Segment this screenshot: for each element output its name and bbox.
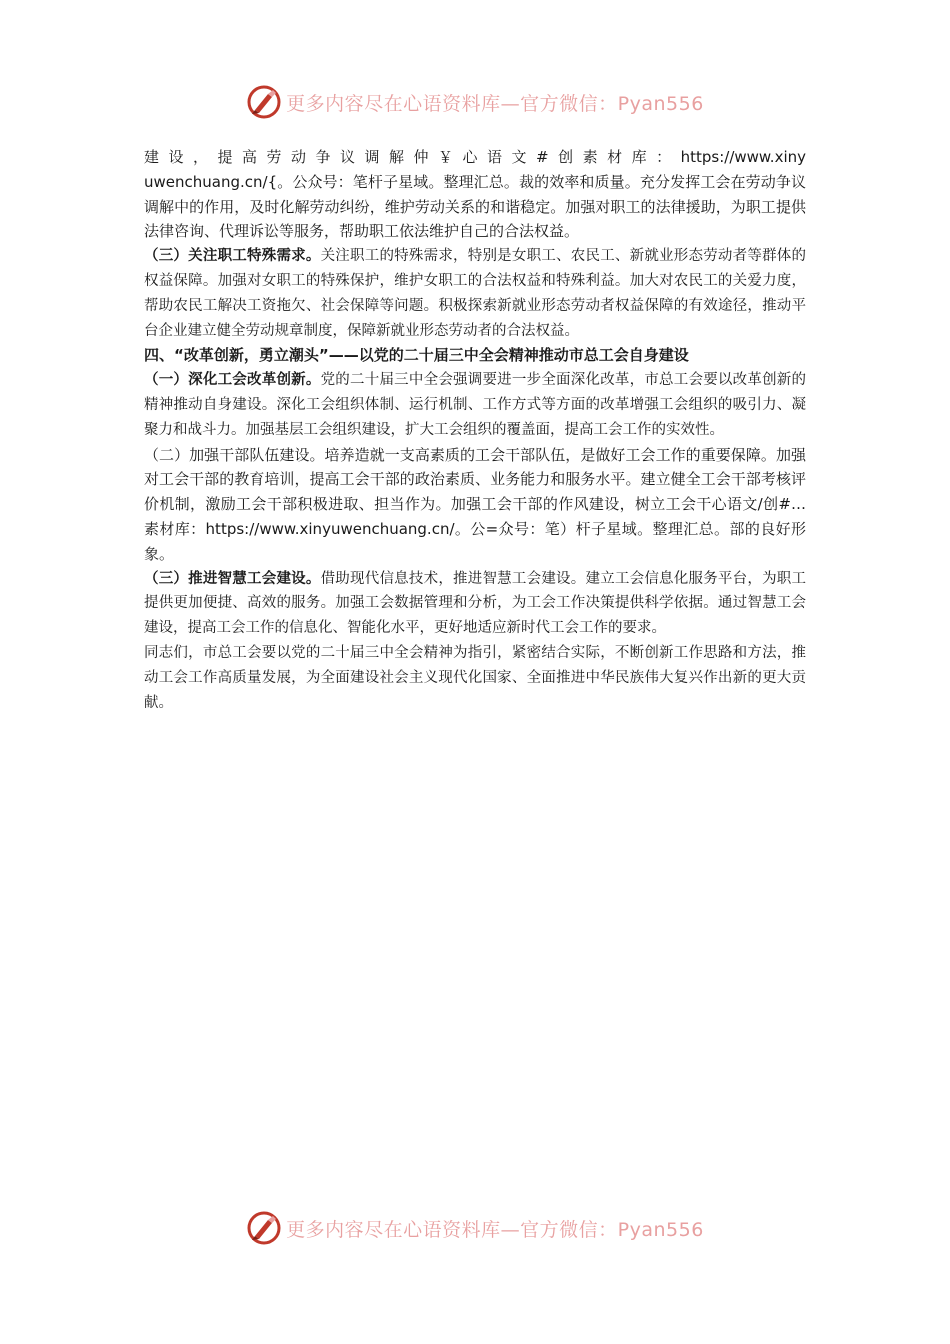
paragraph-5: （三）推进智慧工会建设。借助现代信息技术，推进智慧工会建设。建立工会信息化服务平台，为职工提供更加便捷、高效的服务。加强工会数据管理和分析，为工会工作决策提供科学依据。通过智慧工会建设，提高工会工作的信息化、智能化水平，更好地适应新时代工会工作的要求。 [144, 570, 806, 637]
logo-icon [246, 1210, 282, 1246]
paragraph-1: 建设，提高劳动争议调解仲￥心语文#创素材库：https://www.xinyuwenchuang.cn/{。公众号：笔杆子星域。整理汇总。裁的效率和质量。充分发挥工会在劳动争议调解中的作用，及时化解劳动纠纷，维护劳动关系的和谐稳定。加强对职工的法律援助，为职工提供法律咨询、代理诉讼等服务，帮助职工依法维护自己的合法权益。 [144, 148, 806, 241]
paragraph-4: （二）加强干部队伍建设。培养造就一支高素质的工会干部队伍，是做好工会工作的重要保障。加强对工会干部的教育培训，提高工会干部的政治素质、业务能力和服务水平。建立健全工会干部考核评价机制，激励工会干部积极进取、担当作为。加强工会干部的作风建设，树立工会干心语文/创#…素材库：https://www.xinyuwenchuang.cn/。公=众号：笔）杆子星域。整理汇总。部的良好形象。 [144, 445, 806, 563]
footer-banner-text: 更多内容尽在心语资料库—官方微信：Pyan556 [286, 1218, 704, 1241]
logo-icon [246, 84, 282, 120]
header-banner-text: 更多内容尽在心语资料库—官方微信：Pyan556 [286, 92, 704, 115]
paragraph-2: （三）关注职工特殊需求。关注职工的特殊需求，特别是女职工、农民工、新就业形态劳动者等群体的权益保障。加强对女职工的特殊保护，维护女职工的合法权益和特殊利益。加大对农民工的关爱力度，帮助农民工解决工资拖欠、社会保障等问题。积极探索新就业形态劳动者权益保障的有效途径，推动平台企业建立健全劳动规章制度，保障新就业形态劳动者的合法权益。 [144, 248, 806, 339]
paragraph-3: （一）深化工会改革创新。党的二十届三中全会强调要进一步全面深化改革，市总工会要以改革创新的精神推动自身建设。深化工会组织体制、运行机制、工作方式等方面的改革增强工会组织的吸引力、凝聚力和战斗力。加强基层工会组织建设，扩大工会组织的覆盖面，提高工会工作的实效性。 [144, 372, 806, 438]
paragraph-6: 同志们，市总工会要以党的二十届三中全会精神为指引，紧密结合实际，不断创新工作思路和方法，推动工会工作高质量发展，为全面建设社会主义现代化国家、全面推进中华民族伟大复兴作出新的更大贡献。 [144, 644, 806, 711]
footer-banner [0, 1208, 950, 1248]
header-banner [0, 82, 950, 122]
document-body [144, 145, 806, 715]
section-heading-4: 四、“改革创新，勇立潮头”——以党的二十届三中全会精神推动市总工会自身建设 [144, 346, 689, 365]
